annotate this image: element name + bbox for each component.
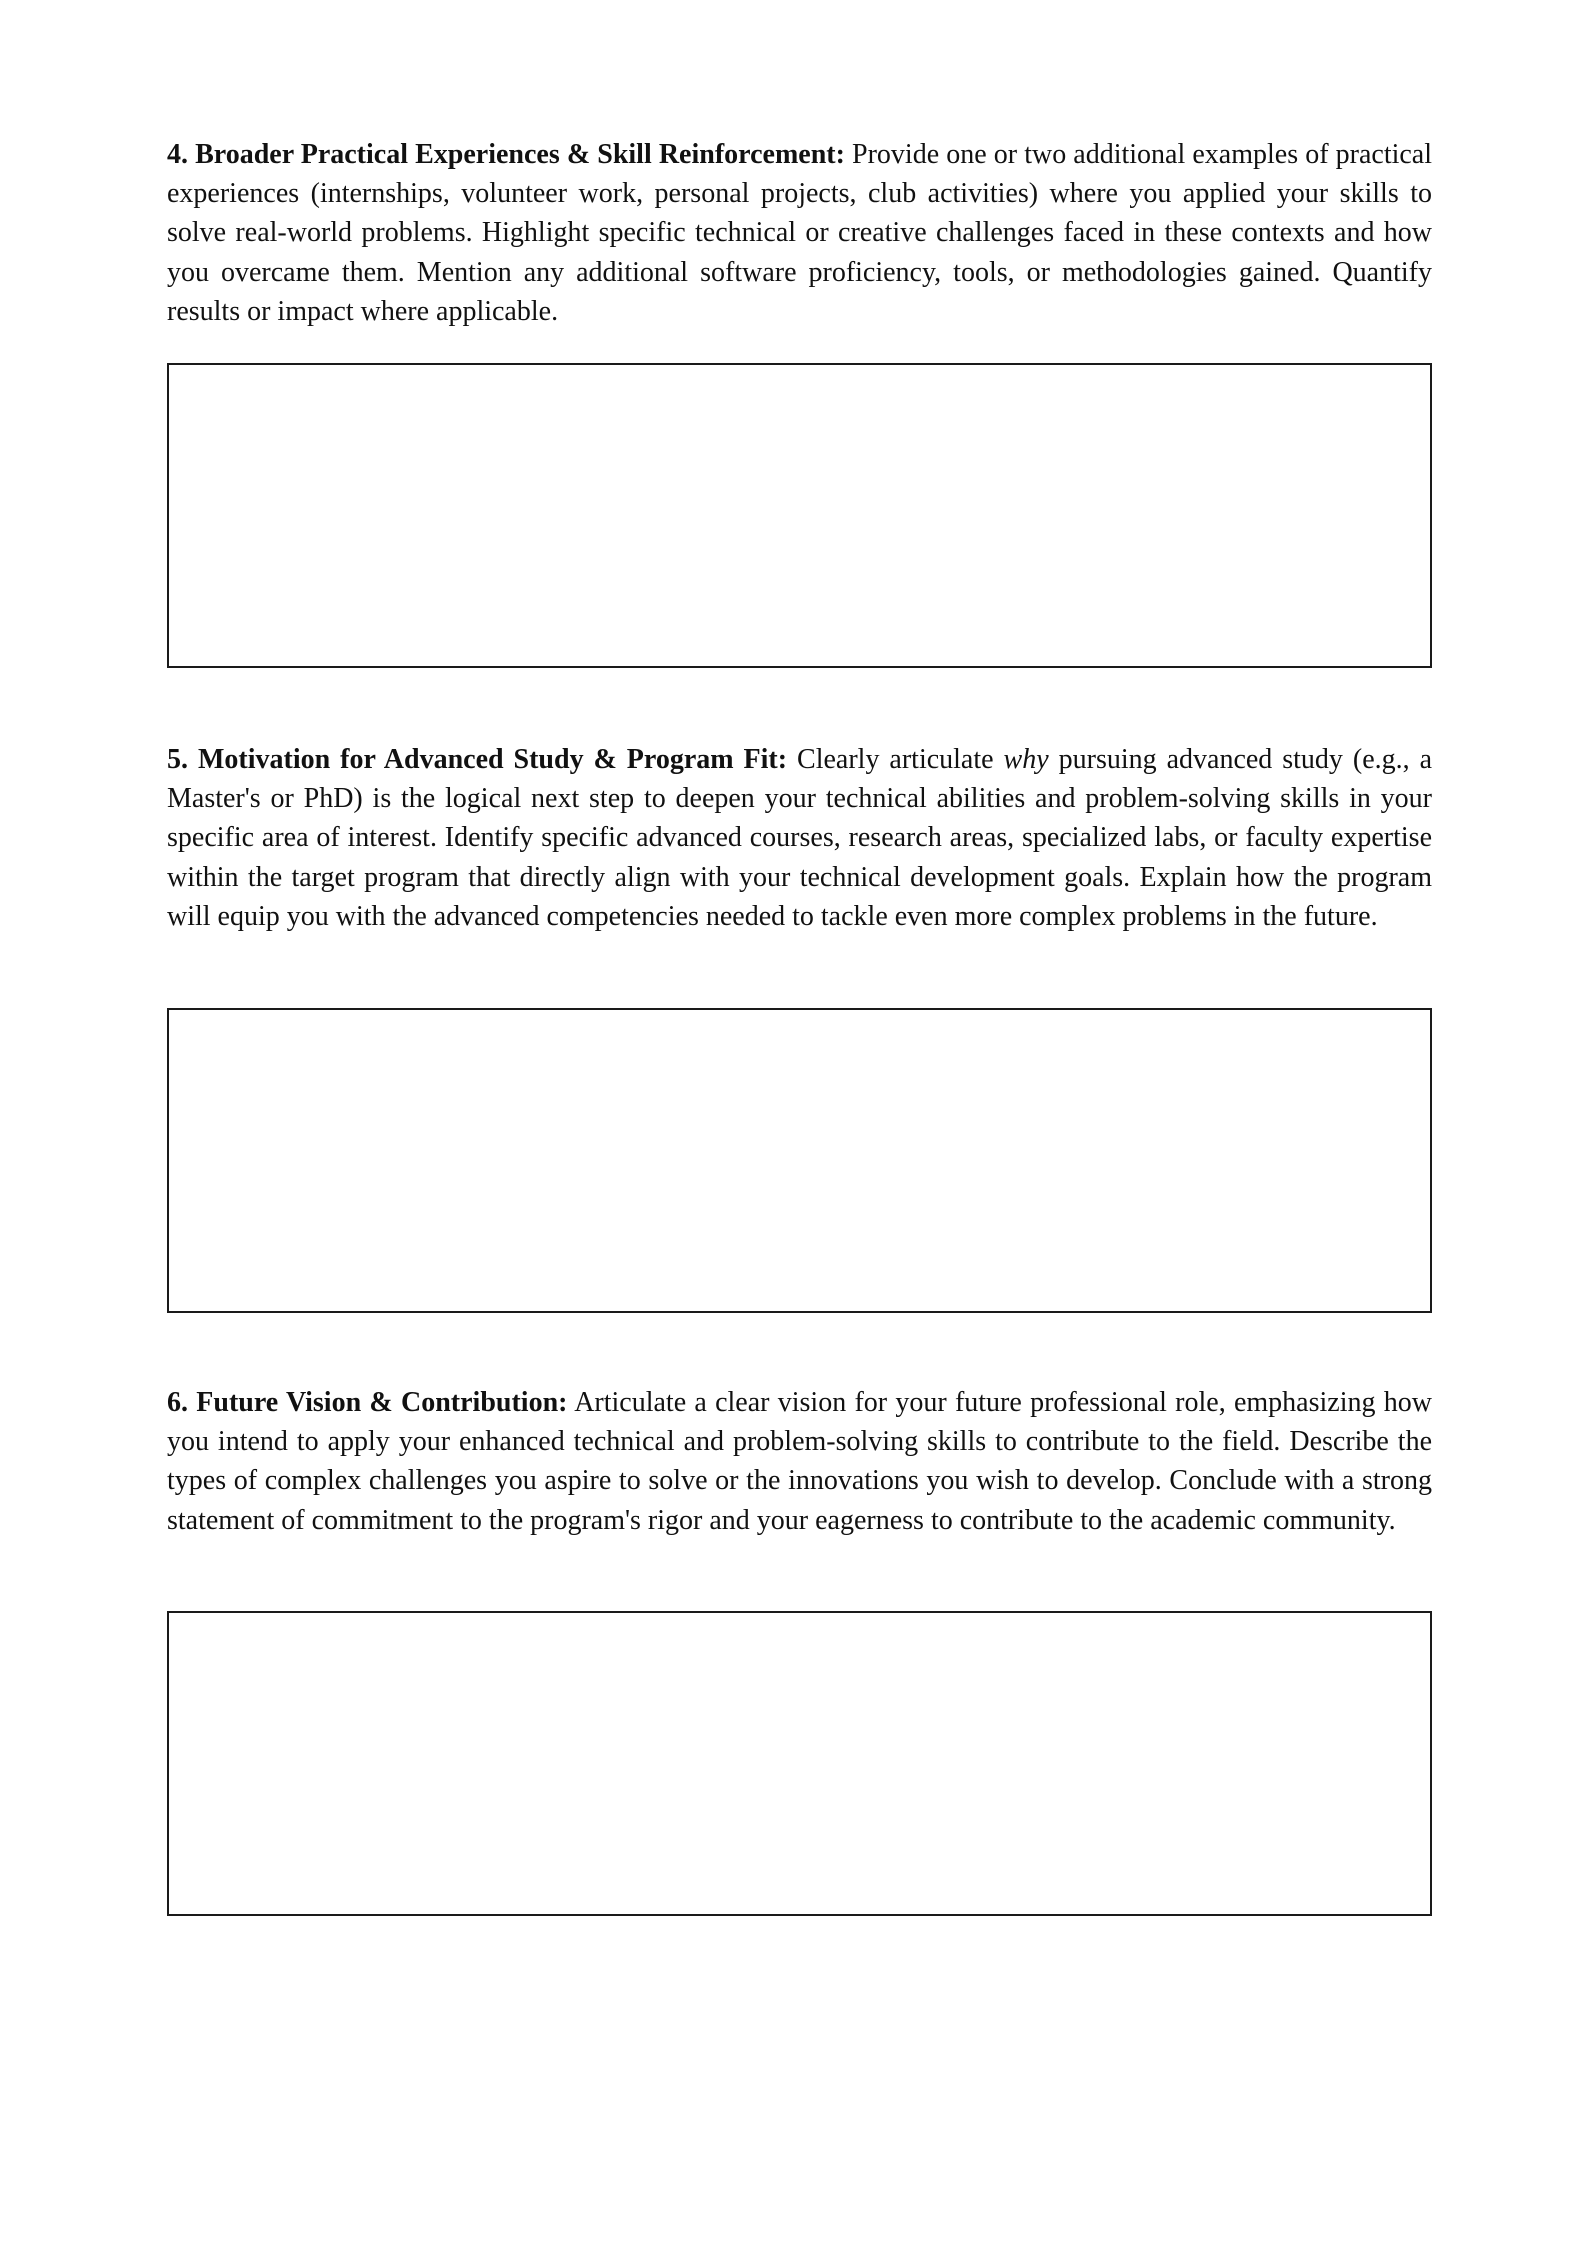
question-4-answer-box[interactable] (167, 363, 1432, 668)
question-6-heading: 6. Future Vision & Contribution: (167, 1387, 568, 1418)
question-5-text-start: Clearly articulate (797, 744, 994, 775)
question-4-prompt (167, 135, 1432, 331)
question-5-answer-box[interactable] (167, 1008, 1432, 1313)
question-6-answer-box[interactable] (167, 1611, 1432, 1916)
question-5-heading: 5. Motivation for Advanced Study & Program Fit: (167, 744, 788, 775)
question-4 (167, 135, 1432, 331)
question-4-heading: 4. Broader Practical Experiences & Skill Reinforcement: (167, 139, 845, 170)
question-5-text-end: pursuing advanced study (e.g., a Master's or PhD) is the logical next step to deepen your technical abilities and problem-solving skills in your specific area of interest. Identify specific advanced courses, research areas, specialized labs, or faculty expertise within the target program that directly align with your technical development goals. Explain how the program will equip you with the advanced competencies needed to tackle even more complex problems in the future. (167, 744, 1433, 932)
question-5 (167, 740, 1432, 936)
question-6 (167, 1383, 1432, 1540)
question-6-prompt (167, 1383, 1432, 1540)
question-5-prompt (167, 740, 1432, 936)
question-6-text: Articulate a clear vision for your future professional role, emphasizing how you intend to apply your enhanced technical and problem-solving skills to contribute to the field. Describe the types of complex challenges you aspire to solve or the innovations you wish to develop. Conclude with a strong statement of commitment to the program's rigor and your eagerness to contribute to the academic community. (167, 1387, 1432, 1536)
question-5-emphasis: why (1003, 744, 1049, 775)
question-4-text: Provide one or two additional examples of practical experiences (internships, volunteer work, personal projects, club activities) where you applied your skills to solve real-world problems. Highlight specific technical or creative challenges faced in these contexts and how you overcame them. Mention any additional software proficiency, tools, or methodologies gained. Quantify results or impact where applicable. (167, 139, 1433, 327)
